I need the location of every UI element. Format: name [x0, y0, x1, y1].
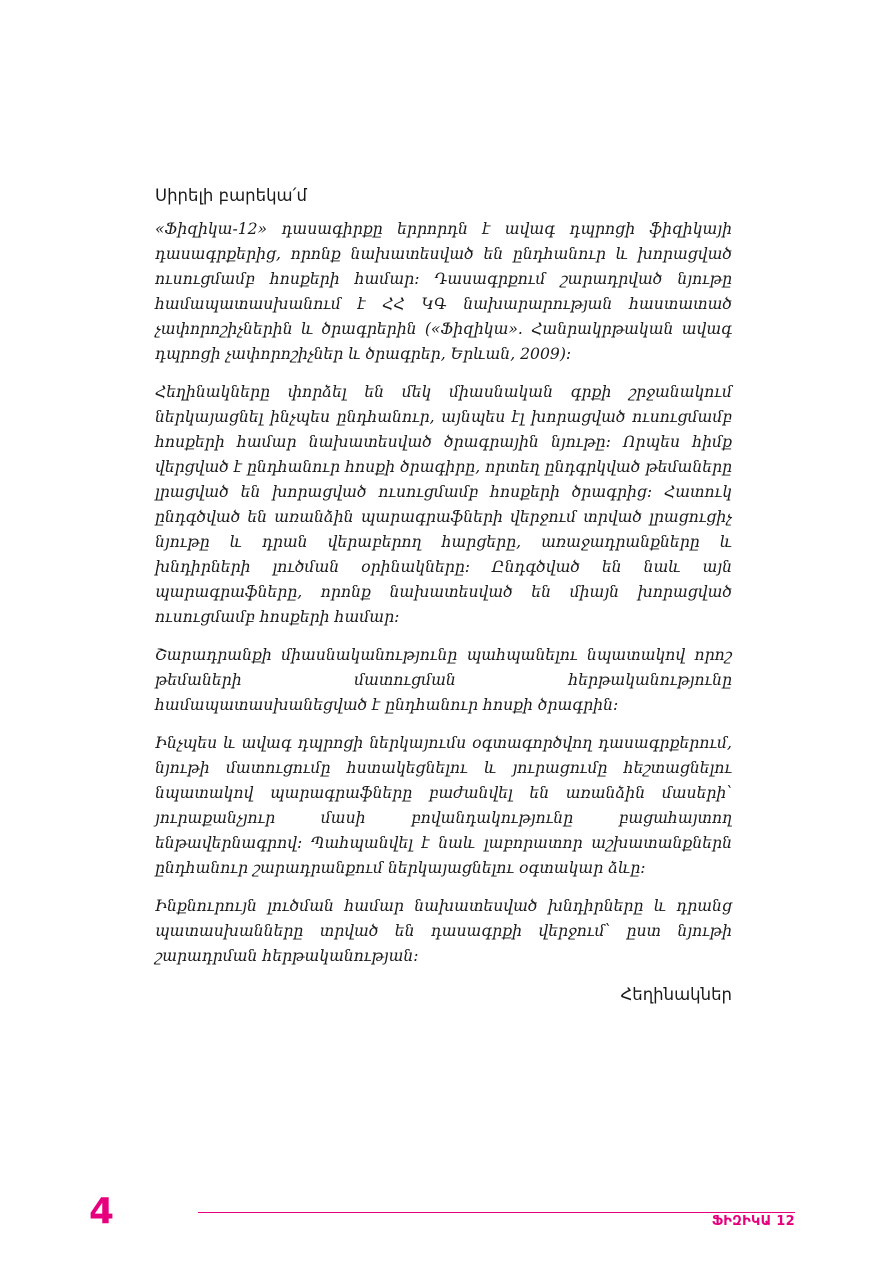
greeting: Սիրելի բարեկա՛մ	[155, 186, 307, 205]
running-footer-title: ՖԻԶԻԿԱ 12	[711, 1214, 795, 1229]
paragraph-3: Շարադրանքի միասնականությունը պահպանելու նպատակով որոշ թեմաների մատուցման հերթականությունը համապատասխանեցված է ընդհանուր հոսքի ծրագրին:	[155, 646, 732, 714]
paragraph-1: «Ֆիզիկա-12» դասագիրքը երրորդն է ավագ դպրոցի ֆիզիկայի դասագրքերից, որոնք նախատեսված են ընդհանուր և խորացված ուսուցմամբ հոսքերի համար: Դասագրքում շարադրված նյութը համապատասխանում է ՀՀ ԿԳ նախարարության հաստատած չափորոշիչներին և ծրագրերին («Ֆիզիկա». Հանրակրթական ավագ դպրոցի չափորոշիչներ և ծրագրեր, Երևան, 2009):	[155, 220, 732, 363]
footer-divider	[198, 1212, 795, 1213]
paragraph-5: Ինքնուրույն լուծման համար նախատեսված խնդիրները և դրանց պատասխանները տրված են դասագրքի վերջում՝ ըստ նյութի շարադրման հերթականության:	[155, 897, 732, 965]
preface-body	[155, 183, 732, 1008]
paragraph-4: Ինչպես և ավագ դպրոցի ներկայումս օգտագործվող դասագրքերում, նյութի մատուցումը հստակեցնելու և յուրացումը հեշտացնելու նպատակով պարագրաֆները բաժանվել են առանձին մասերի՝ յուրաքանչյուր մասի բովանդակությունը բացահայտող ենթավերնագրով: Պահպանվել է նաև լաբորատոր աշխատանքներն ընդհանուր շարադրանքում ներկայացնելու օգտակար ձևը:	[155, 734, 732, 877]
paragraph-2: Հեղինակները փորձել են մեկ միասնական գրքի շրջանակում ներկայացնել ինչպես ընդհանուր, այնպես էլ խորացված ուսուցմամբ հոսքերի համար նախատեսված ծրագրային նյութը: Որպես հիմք վերցված է ընդհանուր հոսքի ծրագիրը, որտեղ ընդգրկված թեմաները լրացված են խորացված ուսուցմամբ հոսքերի ծրագրից: Հատուկ ընդգծված են առանձին պարագրաֆների վերջում տրված լրացուցիչ նյութը և դրան վերաբերող հարցերը, առաջադրանքները և խնդիրների լուծման օրինակները: Ընդգծված են նաև այն պարագրաֆները, որոնք նախատեսված են միայն խորացված ուսուցմամբ հոսքերի համար:	[155, 383, 732, 626]
page-number: 4	[89, 1191, 115, 1232]
signature: Հեղինակներ	[620, 985, 732, 1004]
